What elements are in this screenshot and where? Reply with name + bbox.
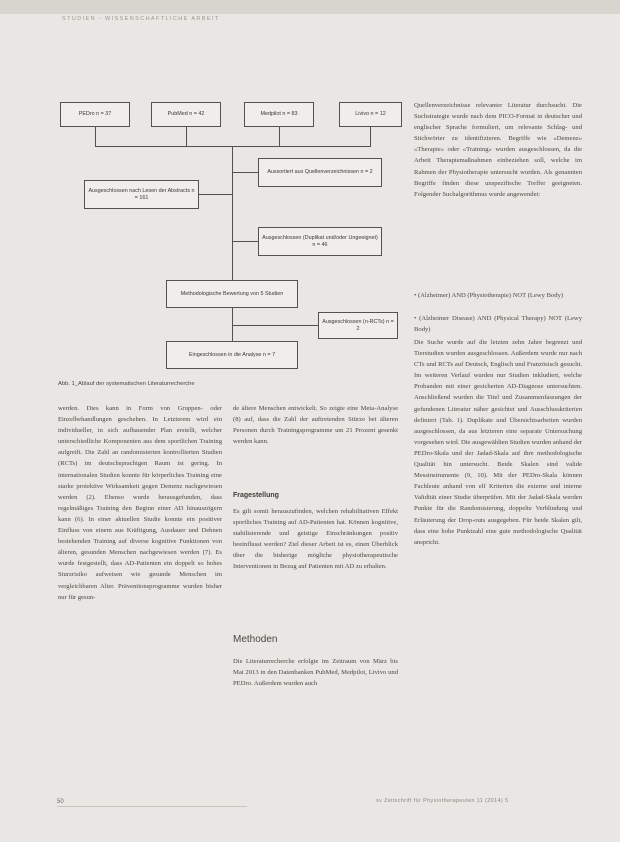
text-column-2-mid: [233, 506, 398, 624]
bullet-text: (Alzheimer) AND (Physiotherapie) NOT (Lewy Body): [417, 292, 564, 299]
paragraph: de ältere Menschen entwickelt. So zeigte eine Meta-Analyse (8) auf, dass die Zahl der auftretenden Stürze bei älteren Personen durch Trainingsprogramme um 21 Prozent gesenkt werden kann.: [233, 405, 398, 446]
connector: [199, 194, 232, 195]
text-column-2-bottom: [233, 656, 398, 734]
connector: [95, 127, 96, 146]
section-heading-fragestellung: Fragestellung: [233, 492, 279, 499]
text-column-2-top: [233, 403, 398, 488]
box-livivo: Livivo n = 12: [339, 102, 402, 127]
main-vertical-connector: [232, 146, 233, 354]
box-excluded-abstracts: Ausgeschlossen nach Lesen der Abstracts n = 161: [84, 180, 199, 209]
box-duplicates: Aussortiert aus Quellenverzeichnissen n = 2: [258, 158, 382, 187]
paragraph: Die Suche wurde auf die letzten zehn Jahre begrenzt und Tierstudien wurden ausgeschlossen. Außerdem wurde nur nach CTs und RCTs auf Deutsch, Englisch und Französisch gesucht. Im weiteren Verlauf wurden nur Studien inkludiert, welche Probanden mit einer gesicherten AD-Diagnose untersuchten. Anschließend wurden die Titel und Zusammenfassungen der gefundenen Literatur näher gesichtet und Ausschlusskriterien definiert (Tab. 1). Duplikate und Übersichtsarbeiten wurden ausgeschlossen, da aus letzteren eine separate Untersuchung vorgesehen wird. Die ausgewählten Studien wurden anhand der PEDro-Skala und der Jadad-Skala auf ihre methodologische Qualität hin untersucht. Beide Skalen sind valide Messinstrumente (9, 10). Mit der PEDro-Skala können Fachleute anhand von elf Kriterien die externe und interne Validität einer Studie überprüfen. Mit der Jadad-Skala werden Punkte für die Randomisierung, doppelte Verblindung und Erläuterung der Drop-outs ausgegeben. Für beide Skalen gilt, dass eine hohe Punktzahl eine gute methodologische Qualität anspricht.: [414, 339, 582, 546]
connector: [232, 172, 258, 173]
text-column-3-top: [414, 100, 582, 288]
journal-footer: sv Zeitschrift für Physiotherapeuten 11 (2014) 5: [376, 798, 509, 804]
connector: [95, 146, 371, 147]
footer-rule: [57, 806, 247, 807]
running-head: STUDIEN - WISSENSCHAFTLICHE ARBEIT: [62, 16, 220, 22]
bullet-icon: •: [414, 292, 418, 299]
connector: [370, 127, 371, 146]
connector: [186, 127, 187, 146]
page-number: 50: [57, 799, 64, 805]
box-medpilot: Medpilot n = 83: [244, 102, 314, 127]
top-color-band: [0, 0, 620, 14]
text-column-1: [58, 403, 222, 743]
bullet-icon: •: [414, 315, 420, 322]
paragraph: Es gilt somit herauszufinden, welchen rehabilitativen Effekt sportliches Training auf AD-Patienten hat. Können kognitive, stabilisierende und geistige Einschränkungen positiv beeinflusst werden? Ziel dieser Arbeit ist es, einen Überblick über die bisherige mögliche physiotherapeutische Interventionen in Bezug auf Patienten mit AD zu erhalten.: [233, 508, 398, 571]
box-pubmed: PubMed n = 42: [151, 102, 221, 127]
connector: [232, 241, 258, 242]
paragraph: werden. Dies kann in Form von Gruppen- oder Einzelbehandlungen geschehen. In Letzterem wird ein individueller, in sich aufbauender Plan erstellt, welcher unterschiedliche Komponenten aus dem sportlichen Training aufgreift. Die Zahl an randomisierten kontrollierten Studien (RCTs) im deutschsprachigen Raum ist gering. In internationalen Studien konnte für körperliches Training eine starke protektive Wirksamkeit gegen Demenz nachgewiesen werden (2). Ebenso wurde herausgefunden, dass regelmäßiges Training den Beginn einer AD hinauszögern kann (6). In einer aktuellen Studie konnte ein positiver Einfluss von einem aus Kräftigung, Ausdauer und Dehnen bestehenden Training auf diverse kognitive Funktionen von älteren, gesunden Menschen nachgewiesen werden (7). Es wurde festgestellt, dass AD-Patienten ein doppelt so hohes Sturzrisiko aufweisen wie gesunde Menschen im vergleichbaren Alter. Präventionsprogramme wurden bisher nur für gesun-: [58, 405, 222, 601]
connector: [232, 325, 318, 326]
box-included: Eingeschlossen in die Analyse n = 7: [166, 341, 298, 369]
paragraph: Quellenverzeichnisse relevanter Literatur durchsucht. Die Suchstrategie wurde nach dem PICO-Format in deutscher und englischer Sprache formuliert, um relevante Schlag- und Stichwörter zu identifizieren. Begriffe wie «Demenz» «Therapie» oder «Training» wurden ausgeschlossen, da die Arbeit Therapiemaßnahmen einbeziehen soll, welche im Rahmen der Physiotherapie untersucht wurden. Als genannten Begriffe finden diese unspezifische Treffer geeigneten. Folgender Suchalgorithmus wurde angewendet:: [414, 102, 582, 198]
box-handsearch: Ausgeschlossen (Duplikat und/oder Ungeeignet) n = 46: [258, 227, 382, 256]
text-column-3-bottom: [414, 337, 582, 742]
paragraph: Die Literaturrecherche erfolgte im Zeitraum von März bis Mai 2013 in den Datenbanken PubMed, Medpilot, Livivo und PEDro. Außerdem wurden auch: [233, 658, 398, 688]
connector: [279, 127, 280, 146]
figure-caption: Abb. 1_Ablauf der systematischen Literaturrecherche: [58, 381, 195, 387]
box-excluded-other: Ausgeschlossen (n-RCTs) n = 2: [318, 312, 398, 339]
bullet-text: (Alzheimer Disease) AND (Physical Therapy) NOT (Lewy Body): [414, 315, 582, 334]
bullet-item: [414, 313, 582, 335]
box-pedro: PEDro n = 37: [60, 102, 130, 127]
bullet-item: [414, 290, 582, 312]
box-method-rating: Methodologische Bewertung von 5 Studien: [166, 280, 298, 308]
section-heading-methoden: Methoden: [233, 634, 278, 645]
